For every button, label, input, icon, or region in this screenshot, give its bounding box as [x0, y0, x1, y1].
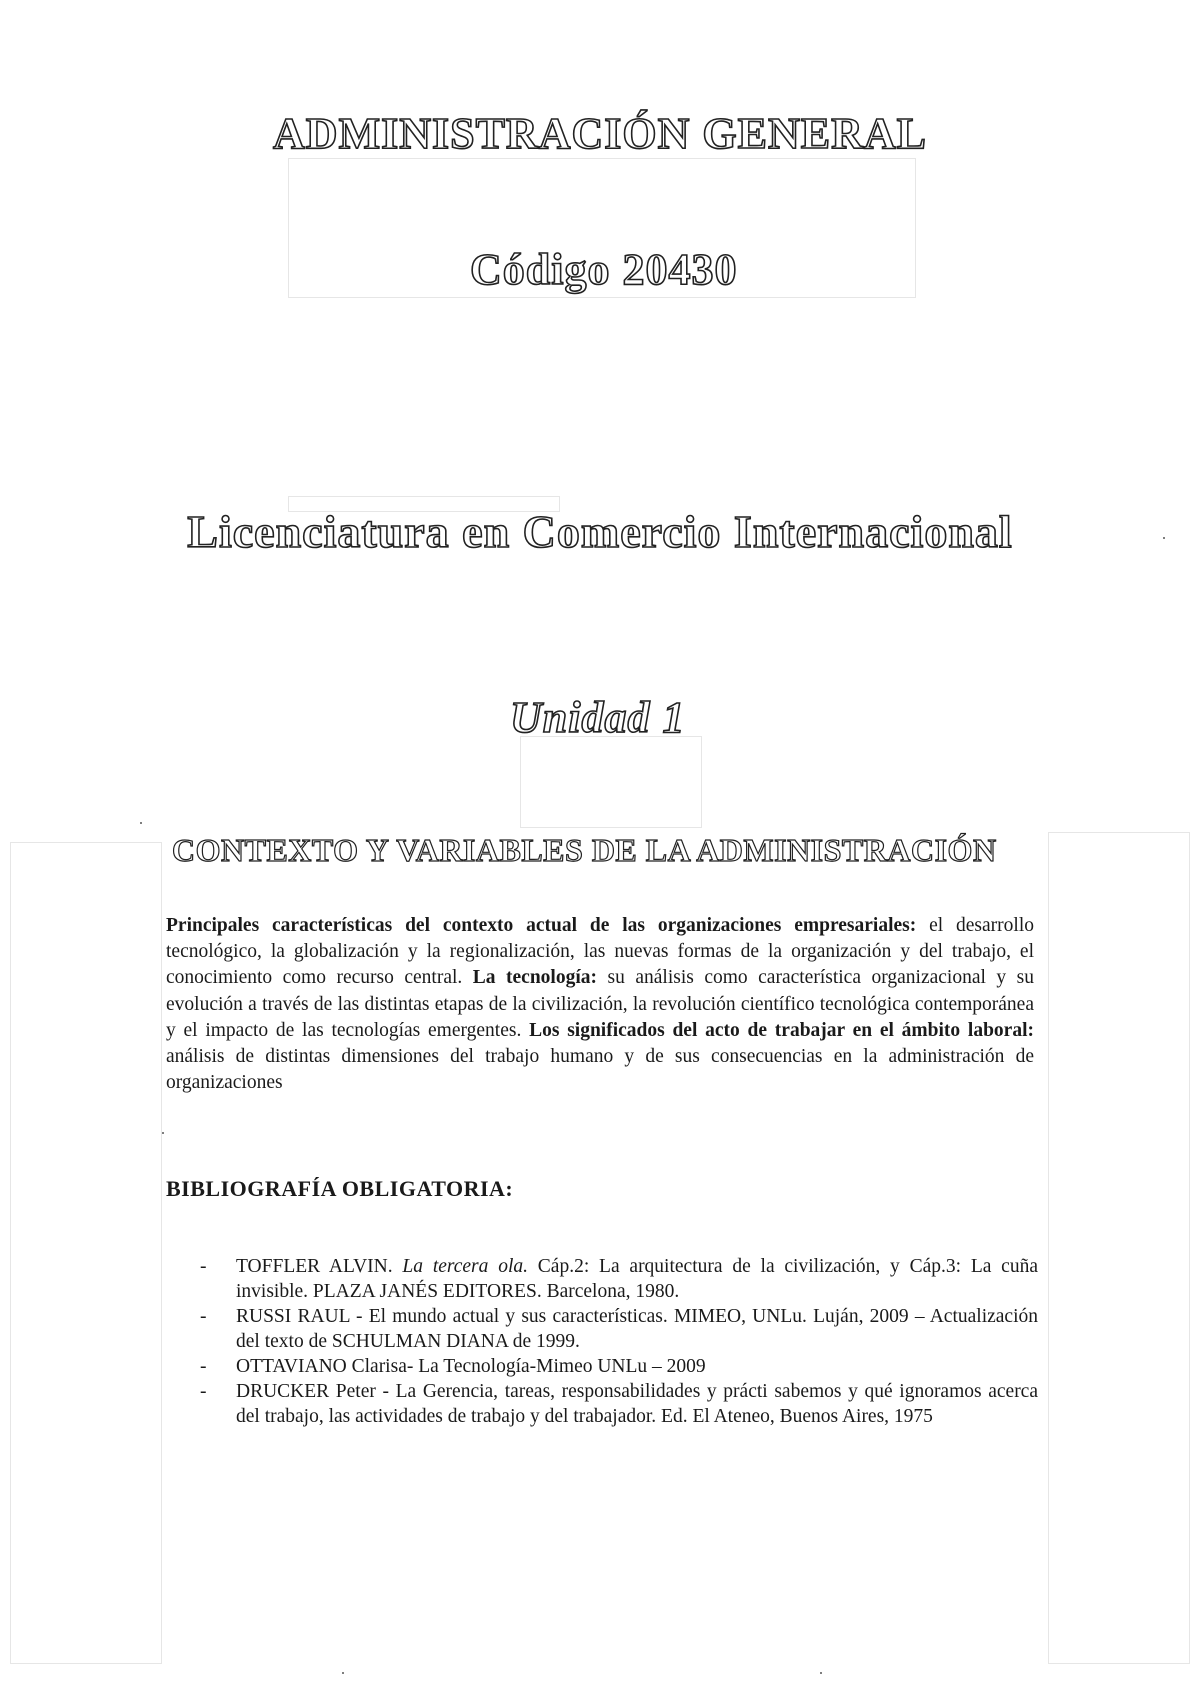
- bibliography-item-book-title: La tercera ola.: [402, 1256, 528, 1277]
- list-bullet: -: [200, 1256, 207, 1277]
- summary-lead-technology: La tecnología:: [472, 967, 597, 989]
- scan-speck: [162, 1132, 164, 1134]
- bibliography-item-text: TOFFLER ALVIN.: [236, 1256, 403, 1277]
- summary-lead-work: Los significados del acto de trabajar en el ámbito laboral:: [529, 1019, 1034, 1041]
- document-title: ADMINISTRACIÓN GENERAL: [273, 109, 927, 158]
- list-bullet: -: [200, 1356, 207, 1377]
- scan-speck: [820, 1672, 822, 1674]
- bibliography-item-text-rest: Cáp.2: La arquitectura de la civilización, y Cáp.3: La cuña invisible. PLAZA JANÉS EDITORES. Barcelona, 1980.: [236, 1256, 1038, 1302]
- bibliography-list: [196, 1254, 1038, 1429]
- bibliography-item: [196, 1379, 1038, 1429]
- scan-speck: [342, 1672, 344, 1674]
- unit-title: Unidad 1: [510, 693, 686, 742]
- summary-text-technology: su análisis como característica organizacional y su evolución a través de las distintas etapas de la civilización, la revolución científico tecnológica contemporánea y el impacto de las tecnologías emergentes.: [166, 967, 1034, 1041]
- bibliography-item-text: OTTAVIANO Clarisa- La Tecnología-Mimeo UNLu – 2009: [236, 1356, 706, 1377]
- bibliography-item: [196, 1354, 1038, 1379]
- bibliography-item: [196, 1304, 1038, 1354]
- course-code: Código 20430: [470, 245, 738, 294]
- degree-title: Licenciatura en Comercio Internacional: [187, 506, 1013, 557]
- scan-artifact-box: [1048, 832, 1190, 1664]
- bibliography-item: [196, 1254, 1038, 1304]
- unit-summary-paragraph: [166, 913, 1034, 1096]
- summary-lead-context: Principales características del contexto actual de las organizaciones empresariales:: [166, 915, 917, 936]
- scan-artifact-box: [520, 736, 702, 828]
- scan-speck: [140, 822, 142, 824]
- section-title: CONTEXTO Y VARIABLES DE LA ADMINISTRACIÓN: [172, 832, 997, 868]
- list-bullet: -: [200, 1381, 207, 1402]
- list-bullet: -: [200, 1306, 207, 1327]
- bibliography-heading: BIBLIOGRAFÍA OBLIGATORIA:: [166, 1176, 514, 1201]
- summary-text-work: análisis de distintas dimensiones del trabajo humano y de sus consecuencias en la administración de organizaciones: [166, 1046, 1034, 1094]
- bibliography-item-text: RUSSI RAUL - El mundo actual y sus características. MIMEO, UNLu. Luján, 2009 – Actualización del texto de SCHULMAN DIANA de 1999.: [236, 1306, 1038, 1352]
- scan-artifact-box: [10, 842, 162, 1664]
- summary-text-context: el desarrollo tecnológico, la globalización y la regionalización, las nuevas formas de la organización y del trabajo, el conocimiento como recurso central.: [166, 915, 1034, 989]
- bibliography-item-text: DRUCKER Peter - La Gerencia, tareas, responsabilidades y prácti sabemos y qué ignoramos acerca del trabajo, las actividades de trabajo y del trabajador. Ed. El Ateneo, Buenos Aires, 1975: [236, 1381, 1038, 1427]
